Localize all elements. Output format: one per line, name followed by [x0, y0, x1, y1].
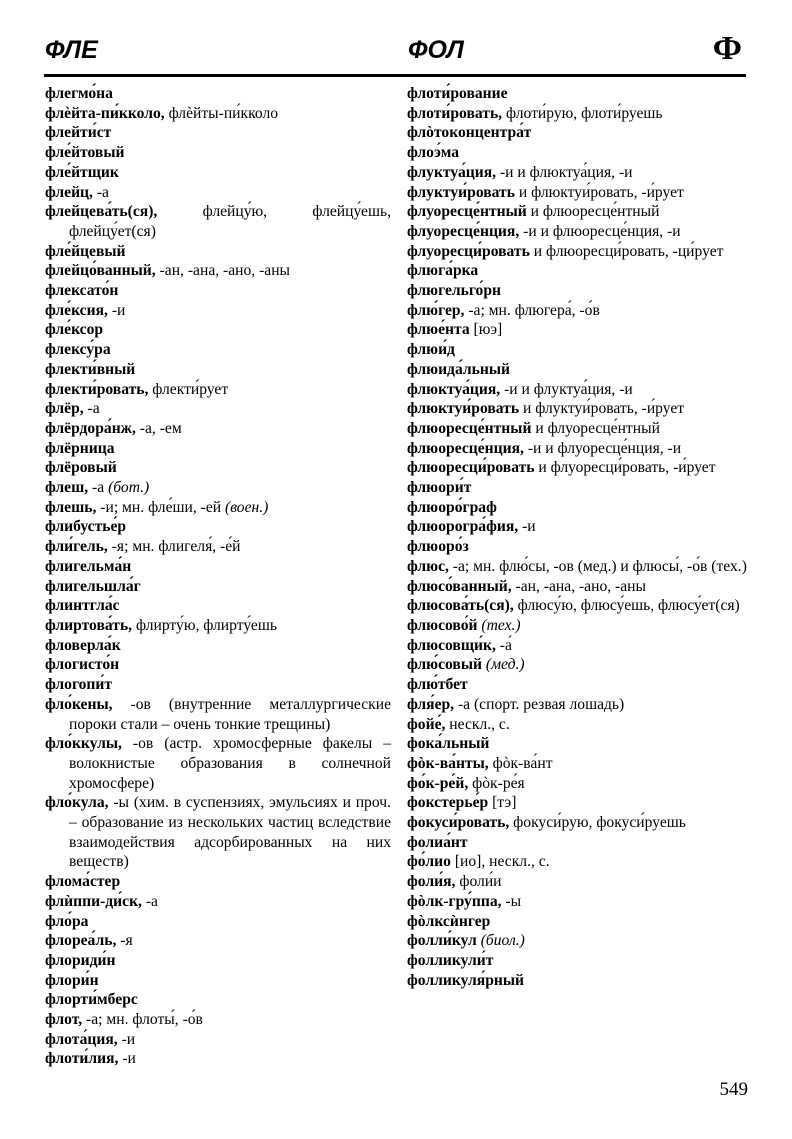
dictionary-entry	[45, 202, 391, 241]
dictionary-entry	[45, 104, 391, 124]
entry-body: и флуктуи́ровать, -и́рует	[519, 400, 685, 418]
dictionary-entry	[45, 655, 391, 675]
headword: флигельшла́г	[45, 577, 141, 595]
dictionary-entry	[407, 84, 747, 104]
headword: флюгельго́рн	[407, 282, 502, 300]
headword: фоли́я,	[407, 873, 456, 891]
headword: флогисто́н	[45, 656, 120, 674]
dictionary-entry	[45, 143, 391, 163]
headword: флюоро́граф	[407, 498, 497, 516]
dictionary-entry	[45, 439, 391, 459]
dictionary-entry	[407, 380, 747, 400]
headword: флигельма́н	[45, 557, 132, 575]
dictionary-entry	[407, 320, 747, 340]
dictionary-entry	[407, 478, 747, 498]
dictionary-entry	[407, 754, 747, 774]
dictionary-entry	[407, 517, 747, 537]
headword: флейцева́ть(ся),	[45, 203, 158, 221]
dictionary-entry	[407, 971, 747, 991]
dictionary-entry	[407, 458, 747, 478]
headword: флейц,	[45, 183, 93, 201]
headword: фòлк-гру́ппа,	[407, 892, 502, 910]
headword: флоэ́ма	[407, 144, 460, 162]
dictionary-entry	[45, 1049, 391, 1069]
headword: фле́йтщик	[45, 163, 119, 181]
entry-body: -а; мн. флю́сы, -ов (мед.) и флюсы́, -о́в (тех.)	[448, 557, 747, 575]
headword: флюида́льный	[407, 360, 511, 378]
dictionary-entry	[407, 951, 747, 971]
headword: флейти́ст	[45, 124, 112, 142]
entry-body: флюсу́ю, флюсу́ешь, флюсу́ет(ся)	[513, 597, 740, 615]
headword: флорти́мберс	[45, 991, 138, 1009]
headword: фле́ксия,	[45, 301, 108, 319]
headword: флюктуи́ровать	[407, 400, 520, 418]
headword: флексу́ра	[45, 341, 111, 359]
entry-body: флѐйты-пи́кколо	[164, 104, 279, 122]
headword: флюга́рка	[407, 262, 479, 280]
entry-body: и флюоресци́ровать, -ци́рует	[529, 242, 724, 260]
entry-body: -и	[117, 1030, 136, 1048]
entry-body: флирту́ю, флирту́ешь	[132, 616, 277, 634]
headword: флюсово́й	[407, 616, 478, 634]
headword: флибустье́р	[45, 518, 127, 536]
dictionary-entry	[407, 419, 747, 439]
entry-body: -ы	[501, 892, 522, 910]
dictionary-entry	[407, 833, 747, 853]
dictionary-entry	[407, 143, 747, 163]
entry-body: -и и флюоресце́нция, -и	[519, 222, 681, 240]
entry-body: флоти́рую, флоти́руешь	[502, 104, 663, 122]
entry-body: -а́	[495, 636, 512, 654]
entry-body: фоли́и	[455, 873, 502, 891]
dictionary-entry	[407, 242, 747, 262]
dictionary-entry	[45, 1010, 391, 1030]
headword: флёр,	[45, 400, 84, 418]
headword: флот,	[45, 1011, 83, 1029]
headword: флекти́ровать,	[45, 380, 149, 398]
dictionary-entry	[45, 912, 391, 932]
headword: флешь,	[45, 498, 97, 516]
dictionary-entry	[45, 557, 391, 577]
headword: флюи́д	[407, 341, 455, 359]
headword: флекти́вный	[45, 360, 136, 378]
usage-label: (биол.)	[480, 932, 525, 950]
dictionary-entry	[45, 892, 391, 912]
dictionary-entry	[407, 616, 747, 636]
dictionary-entry	[45, 990, 391, 1010]
headword: флоти́рование	[407, 85, 508, 102]
headword: флома́стер	[45, 873, 121, 891]
entry-body: -ов (астр. хромосферные факелы – волокнистые образования в солнечной хромосфере)	[69, 735, 391, 792]
dictionary-entry	[407, 222, 747, 242]
headword: фловерла́к	[45, 636, 121, 654]
headword: флёрница	[45, 439, 115, 457]
running-head-middle: ФОЛ	[408, 36, 464, 64]
entry-body: нескл., с.	[445, 715, 510, 733]
entry-body: -и	[118, 1050, 136, 1068]
headword: флиртова́ть,	[45, 616, 133, 634]
dictionary-entry	[45, 971, 391, 991]
dictionary-entry	[45, 793, 391, 872]
headword: фòк-ва́нты,	[407, 754, 489, 772]
section-letter: Ф	[712, 30, 742, 67]
dictionary-entry	[45, 675, 391, 695]
dictionary-entry	[45, 380, 391, 400]
headword: фолликули́т	[407, 951, 494, 969]
headword: флота́ция,	[45, 1030, 118, 1048]
dictionary-entry	[407, 537, 747, 557]
usage-label: (воен.)	[225, 498, 269, 516]
entry-body: [ио], нескл., с.	[450, 853, 550, 871]
entry-body: -ов (внутренние металлургические пороки стали – очень тонкие трещины)	[69, 695, 391, 733]
dictionary-entry	[407, 695, 747, 715]
headword: флуоресце́нция,	[407, 222, 520, 240]
page-number: 549	[719, 1079, 748, 1100]
headword: фло́кула,	[45, 794, 109, 812]
headword: флёровый	[45, 459, 117, 477]
headword: флюори́т	[407, 479, 472, 497]
entry-body: -а, -ем	[135, 419, 182, 437]
headword: флеш,	[45, 479, 89, 497]
entry-body: -и	[518, 518, 536, 536]
usage-label: (тех.)	[481, 616, 521, 634]
entry-body: и флуоресци́ровать, -и́рует	[534, 459, 716, 477]
entry-body: -а	[141, 892, 158, 910]
headword: флоти́ровать,	[407, 104, 503, 122]
dictionary-entry	[45, 951, 391, 971]
right-column	[407, 84, 747, 990]
dictionary-entry	[407, 301, 747, 321]
entry-body: фокуси́рую, фокуси́руешь	[509, 814, 686, 832]
headword: фокстерье́р	[407, 794, 489, 812]
dictionary-entry	[45, 577, 391, 597]
dictionary-entry	[45, 734, 391, 793]
headword: флюсовщи́к,	[407, 636, 496, 654]
headword: фле́ксор	[45, 321, 104, 339]
entry-body: -и	[107, 301, 126, 319]
dictionary-entry	[407, 163, 747, 183]
dictionary-entry	[45, 872, 391, 892]
entry-body: -а; мн. флоты́, -о́в	[82, 1011, 203, 1029]
entry-body: [юэ]	[469, 321, 503, 339]
dictionary-entry	[45, 478, 391, 498]
dictionary-entry	[407, 183, 747, 203]
dictionary-entry	[407, 734, 747, 754]
dictionary-entry	[407, 715, 747, 735]
headword: флюорогра́фия,	[407, 518, 519, 536]
dictionary-entry	[45, 163, 391, 183]
entry-body: -и и флюктуа́ция, -и	[496, 163, 633, 181]
headword: флуктуи́ровать	[407, 183, 515, 201]
dictionary-entry	[407, 123, 747, 143]
dictionary-entry	[407, 813, 747, 833]
entry-body: -и и флуоресце́нция, -и	[523, 439, 682, 457]
headword: фло́кены,	[45, 695, 113, 713]
headword: флюктуа́ция,	[407, 380, 501, 398]
headword: флегмо́на	[45, 85, 113, 102]
headword: фойе́,	[407, 715, 446, 733]
headword: фли́гель,	[45, 538, 108, 556]
dictionary-entry	[45, 183, 391, 203]
headword: флёрдора́нж,	[45, 419, 136, 437]
entry-body: -я; мн. флигеля́, -е́й	[107, 538, 241, 556]
dictionary-entry	[407, 360, 747, 380]
headword: фолликуля́рный	[407, 971, 525, 989]
dictionary-entry	[407, 912, 747, 932]
dictionary-entry	[407, 636, 747, 656]
dictionary-entry	[45, 301, 391, 321]
dictionary-entry	[407, 340, 747, 360]
entry-body: и флуоресце́нтный	[531, 419, 660, 437]
headword: фолли́кул	[407, 932, 477, 950]
usage-label: (мед.)	[485, 656, 525, 674]
entry-body: -а	[88, 479, 105, 497]
headword: флѐйта-пи́кколо,	[45, 104, 165, 122]
headword: фле́йцевый	[45, 242, 126, 260]
entry-body: -а	[92, 183, 109, 201]
dictionary-entry	[45, 458, 391, 478]
dictionary-entry	[407, 655, 747, 675]
dictionary-entry	[45, 261, 391, 281]
headword: фло́ккулы,	[45, 735, 122, 753]
dictionary-entry	[407, 557, 747, 577]
dictionary-entry	[45, 537, 391, 557]
headword: флюоресце́нтный	[407, 419, 532, 437]
entry-body: и флюоресце́нтный	[526, 203, 660, 221]
headword: фло́ра	[45, 912, 89, 930]
dictionary-entry	[407, 399, 747, 419]
entry-body: фòк-ва́нт	[488, 754, 553, 772]
headword: флюоро́з	[407, 538, 469, 556]
headword: флогопи́т	[45, 676, 113, 694]
dictionary-entry	[407, 439, 747, 459]
dictionary-entry	[407, 577, 747, 597]
headword: флуоресци́ровать	[407, 242, 530, 260]
dictionary-entry	[407, 596, 747, 616]
headword: флори́н	[45, 971, 99, 989]
dictionary-entry	[407, 793, 747, 813]
dictionary-entry	[407, 202, 747, 222]
headword: фока́льный	[407, 735, 490, 753]
headword: флореа́ль,	[45, 932, 117, 950]
headword: фля́ер,	[407, 695, 455, 713]
headword: флòтоконцентра́т	[407, 124, 532, 142]
usage-label: (бот.)	[108, 479, 150, 497]
dictionary-entry	[407, 852, 747, 872]
dictionary-entry	[45, 84, 391, 104]
headword: флю́тбет	[407, 676, 468, 694]
dictionary-entry	[45, 360, 391, 380]
headword: флюс,	[407, 557, 449, 575]
dictionary-entry	[407, 774, 747, 794]
headword: флуоресце́нтный	[407, 203, 527, 221]
entry-body: -а; мн. флюгера́, -о́в	[464, 301, 600, 319]
dictionary-entry	[407, 104, 747, 124]
dictionary-entry	[45, 931, 391, 951]
headword: флю́гер,	[407, 301, 465, 319]
headword: фо́к-ре́й,	[407, 774, 469, 792]
entry-body: и флюктуи́ровать, -и́рует	[514, 183, 684, 201]
dictionary-entry	[407, 498, 747, 518]
dictionary-entry	[45, 498, 391, 518]
entry-body: [тэ]	[488, 794, 517, 812]
dictionary-entry	[407, 892, 747, 912]
dictionary-entry	[45, 695, 391, 734]
left-column	[45, 84, 391, 1069]
entry-body: фòк-ре́я	[468, 774, 525, 792]
dictionary-entry	[45, 419, 391, 439]
headword: флексато́н	[45, 282, 119, 300]
headword: флейцо́ванный,	[45, 262, 156, 280]
headword: флориди́н	[45, 951, 116, 969]
entry-body: -ан, -ана, -ано, -аны	[511, 577, 646, 595]
dictionary-entry	[407, 872, 747, 892]
dictionary-entry	[45, 1030, 391, 1050]
entry-body: -ы (хим. в суспензиях, эмульсиях и проч. – образование из нескольких частиц вследствие взаимодействия адсорбированных на них веществ)	[69, 794, 391, 871]
header-rule	[44, 74, 746, 77]
headword: флюсова́ть(ся),	[407, 597, 514, 615]
dictionary-entry	[407, 261, 747, 281]
headword: фокуси́ровать,	[407, 814, 510, 832]
headword: флюе́нта	[407, 321, 470, 339]
headword: фле́йтовый	[45, 144, 125, 162]
headword: флю́совый	[407, 656, 482, 674]
entry-body: -и; мн. фле́ши, -ей	[96, 498, 222, 516]
dictionary-entry	[45, 281, 391, 301]
entry-body: -а	[83, 400, 100, 418]
headword: фòлксѝнгер	[407, 912, 491, 930]
headword: флюсо́ванный,	[407, 577, 512, 595]
headword: фолиа́нт	[407, 833, 468, 851]
entry-body: -и и флуктуа́ция, -и	[500, 380, 633, 398]
dictionary-entry	[45, 636, 391, 656]
headword: флюоресце́нция,	[407, 439, 524, 457]
headword: флуктуа́ция,	[407, 163, 497, 181]
entry-body: -я	[116, 932, 133, 950]
dictionary-entry	[407, 281, 747, 301]
dictionary-entry	[407, 675, 747, 695]
headword: фо́лио	[407, 853, 451, 871]
entry-body: -а (спорт. резвая лошадь)	[454, 695, 625, 713]
dictionary-entry	[45, 517, 391, 537]
entry-body: -ан, -ана, -ано, -аны	[155, 262, 291, 280]
dictionary-entry	[45, 340, 391, 360]
running-head-left: ФЛЕ	[45, 36, 98, 64]
headword: флоти́лия,	[45, 1050, 119, 1068]
entry-body: флекти́рует	[148, 380, 229, 398]
headword: флинтгла́с	[45, 597, 120, 615]
entry-body: флейцу́ю, флейцу́ешь, флейцу́ет(ся)	[69, 203, 391, 240]
dictionary-entry	[45, 242, 391, 262]
dictionary-entry	[45, 399, 391, 419]
headword: флюоресци́ровать	[407, 459, 535, 477]
dictionary-entry	[45, 123, 391, 143]
dictionary-entry	[45, 616, 391, 636]
dictionary-entry	[407, 931, 747, 951]
dictionary-entry	[45, 596, 391, 616]
dictionary-entry	[45, 320, 391, 340]
headword: флѝппи-ди́ск,	[45, 892, 142, 910]
